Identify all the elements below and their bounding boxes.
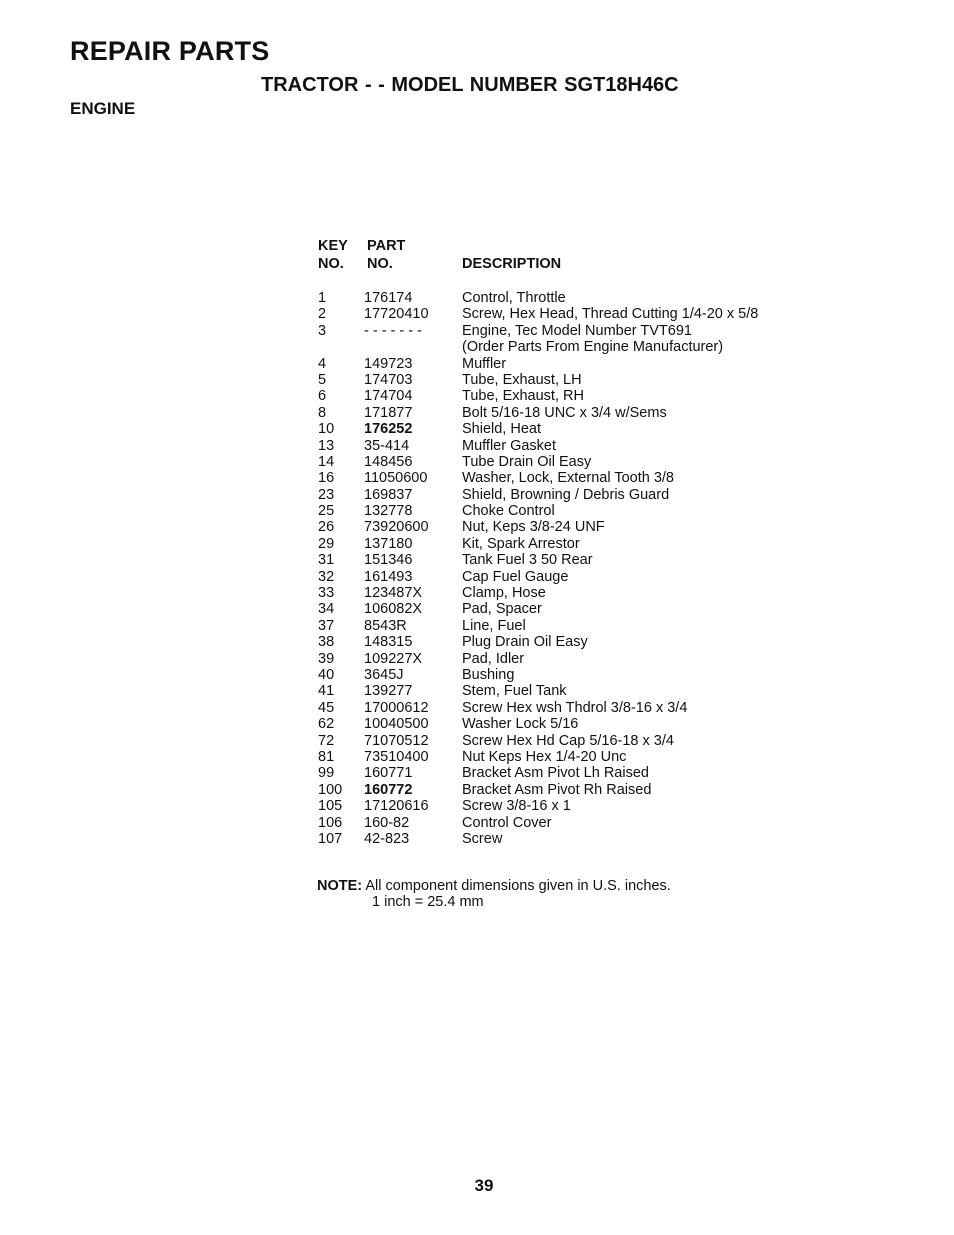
key-no-cell: 45 (318, 699, 335, 716)
description-cell: Muffler Gasket (462, 437, 557, 454)
key-no-cell: 72 (318, 732, 335, 749)
table-row (318, 733, 838, 749)
table-row (318, 421, 838, 437)
table-row (318, 487, 838, 503)
part-no-cell: 174704 (364, 388, 413, 405)
note (317, 878, 671, 911)
part-no-cell: 137180 (364, 535, 413, 552)
key-no-header-line1: KEY (318, 238, 348, 254)
part-no-cell: 160772 (364, 781, 413, 798)
key-no-cell: 39 (318, 650, 335, 667)
key-no-cell: 106 (318, 814, 343, 831)
part-no-cell: 171877 (364, 404, 413, 421)
part-no-cell: 161493 (364, 568, 413, 585)
table-row (318, 798, 838, 814)
key-no-cell: 13 (318, 437, 335, 454)
part-no-cell: 148315 (364, 634, 413, 651)
part-no-cell: 42-823 (364, 830, 410, 847)
table-row (318, 356, 838, 372)
part-no-cell: 169837 (364, 486, 413, 503)
part-no-cell: 176174 (364, 290, 413, 306)
table-row (318, 700, 838, 716)
description-cell: Bracket Asm Pivot Rh Raised (462, 781, 652, 798)
key-no-cell: 2 (318, 306, 327, 323)
key-no-cell: 1 (318, 290, 327, 306)
table-row (318, 782, 838, 798)
description-cell: Bolt 5/16-18 UNC x 3/4 w/Sems (462, 404, 667, 421)
description-cell: Engine, Tec Model Number TVT691 (462, 322, 692, 339)
table-row (318, 634, 838, 650)
table-row (318, 372, 838, 388)
table-row (318, 438, 838, 454)
part-no-cell: 132778 (364, 503, 413, 520)
table-row (318, 651, 838, 667)
table-row (318, 667, 838, 683)
key-no-cell: 105 (318, 798, 343, 815)
description-cell: Pad, Idler (462, 650, 525, 667)
description-cell: Washer Lock 5/16 (462, 716, 579, 733)
key-no-cell: 99 (318, 765, 335, 782)
key-no-cell: 31 (318, 552, 335, 569)
description-cell: Screw Hex Hd Cap 5/16-18 x 3/4 (462, 732, 674, 749)
table-row (318, 585, 838, 601)
description-cell: Pad, Spacer (462, 601, 542, 618)
key-no-cell: 8 (318, 404, 327, 421)
table-row (318, 470, 838, 486)
part-no-cell: 109227X (364, 650, 423, 667)
table-row (318, 454, 838, 470)
part-no-header (367, 237, 405, 273)
table-row (318, 519, 838, 535)
description-cell: Nut, Keps 3/8-24 UNF (462, 519, 605, 536)
description-cell: Muffler (462, 355, 507, 372)
description-cell: Bracket Asm Pivot Lh Raised (462, 765, 649, 782)
part-no-cell: 174703 (364, 371, 413, 388)
description-cell: Screw 3/8-16 x 1 (462, 798, 571, 815)
description-cell: Washer, Lock, External Tooth 3/8 (462, 470, 674, 487)
key-no-cell: 41 (318, 683, 335, 700)
description-cell: Screw Hex wsh Thdrol 3/8-16 x 3/4 (462, 699, 688, 716)
description-cell: Tank Fuel 3 50 Rear (462, 552, 593, 569)
table-row (318, 323, 838, 339)
description-cell: Line, Fuel (462, 617, 526, 634)
table-row (318, 749, 838, 765)
key-no-cell: 25 (318, 503, 335, 520)
description-cell: Choke Control (462, 503, 555, 520)
table-row (318, 503, 838, 519)
description-cell: Tube, Exhaust, LH (462, 371, 582, 388)
note-line2: 1 inch = 25.4 mm (372, 894, 484, 911)
key-no-cell: 6 (318, 388, 327, 405)
key-no-cell: 10 (318, 421, 335, 438)
table-row (318, 405, 838, 421)
description-cell: Plug Drain Oil Easy (462, 634, 588, 651)
key-no-cell: 40 (318, 666, 335, 683)
part-no-cell: 71070512 (364, 732, 429, 749)
key-no-cell: 29 (318, 535, 335, 552)
part-no-cell: 10040500 (364, 716, 429, 733)
part-no-cell: 139277 (364, 683, 413, 700)
description-cell: Shield, Heat (462, 421, 541, 438)
key-no-cell: 33 (318, 585, 335, 602)
parts-list (318, 290, 838, 847)
part-no-cell: 151346 (364, 552, 413, 569)
description-cell: Screw, Hex Head, Thread Cutting 1/4-20 x 5/8 (462, 306, 759, 323)
description-cell: (Order Parts From Engine Manufacturer) (462, 339, 724, 356)
section-title: ENGINE (70, 99, 136, 118)
model-title: TRACTOR - - MODEL NUMBER SGT18H46C (261, 74, 679, 96)
key-no-cell: 38 (318, 634, 335, 651)
part-no-cell: 3645J (364, 666, 404, 683)
part-no-cell: 149723 (364, 355, 413, 372)
description-cell: Nut Keps Hex 1/4-20 Unc (462, 748, 627, 765)
table-row (318, 831, 838, 847)
table-row (318, 765, 838, 781)
part-no-header-line2: NO. (367, 256, 393, 272)
description-cell: Shield, Browning / Debris Guard (462, 486, 670, 503)
table-row (318, 601, 838, 617)
page-number: 39 (474, 1176, 494, 1195)
key-no-cell: 34 (318, 601, 335, 618)
note-label: NOTE: (317, 878, 363, 894)
description-cell: Screw (462, 830, 503, 847)
part-no-cell: 160-82 (364, 814, 410, 831)
part-no-cell: 17120616 (364, 798, 429, 815)
part-no-cell: 176252 (364, 421, 413, 438)
key-no-cell: 3 (318, 322, 327, 339)
key-no-cell: 62 (318, 716, 335, 733)
note-line1: All component dimensions given in U.S. inches. (365, 878, 671, 894)
key-no-cell: 4 (318, 355, 327, 372)
key-no-cell: 37 (318, 617, 335, 634)
description-cell: Control Cover (462, 814, 552, 831)
part-no-cell: 11050600 (364, 470, 428, 487)
key-no-cell: 81 (318, 748, 335, 765)
key-no-header-line2: NO. (318, 256, 344, 272)
table-row (318, 683, 838, 699)
part-no-cell: - - - - - - - (364, 322, 422, 339)
part-no-cell: 160771 (364, 765, 413, 782)
part-no-cell: 73510400 (364, 748, 429, 765)
description-cell: Stem, Fuel Tank (462, 683, 567, 700)
key-no-cell: 23 (318, 486, 335, 503)
table-row (318, 552, 838, 568)
table-row (318, 306, 838, 322)
description-cell: Bushing (462, 666, 515, 683)
key-no-cell: 32 (318, 568, 335, 585)
key-no-cell: 5 (318, 371, 327, 388)
description-cell: Tube Drain Oil Easy (462, 453, 592, 470)
key-no-cell: 26 (318, 519, 335, 536)
description-cell: Control, Throttle (462, 290, 566, 306)
key-no-cell: 14 (318, 453, 335, 470)
description-cell: Clamp, Hose (462, 585, 546, 602)
part-no-cell: 35-414 (364, 437, 410, 454)
part-no-header-line1: PART (367, 238, 406, 254)
page-title: REPAIR PARTS (70, 36, 270, 66)
description-cell: Kit, Spark Arrestor (462, 535, 580, 552)
key-no-cell: 16 (318, 470, 335, 487)
description-cell: Cap Fuel Gauge (462, 568, 569, 585)
table-row (318, 290, 838, 306)
description-cell: Tube, Exhaust, RH (462, 388, 584, 405)
table-row (318, 716, 838, 732)
table-row (318, 815, 838, 831)
part-no-cell: 17000612 (364, 699, 429, 716)
key-no-cell: 100 (318, 781, 343, 798)
key-no-cell: 107 (318, 830, 343, 847)
table-row (318, 388, 838, 404)
key-no-header (318, 237, 348, 273)
table-row (318, 339, 838, 355)
table-row (318, 618, 838, 634)
table-row (318, 569, 838, 585)
part-no-cell: 8543R (364, 617, 407, 634)
part-no-cell: 17720410 (364, 306, 429, 323)
description-header: DESCRIPTION (462, 256, 562, 272)
part-no-cell: 106082X (364, 601, 423, 618)
part-no-cell: 123487X (364, 585, 423, 602)
part-no-cell: 73920600 (364, 519, 429, 536)
table-row (318, 536, 838, 552)
part-no-cell: 148456 (364, 453, 413, 470)
